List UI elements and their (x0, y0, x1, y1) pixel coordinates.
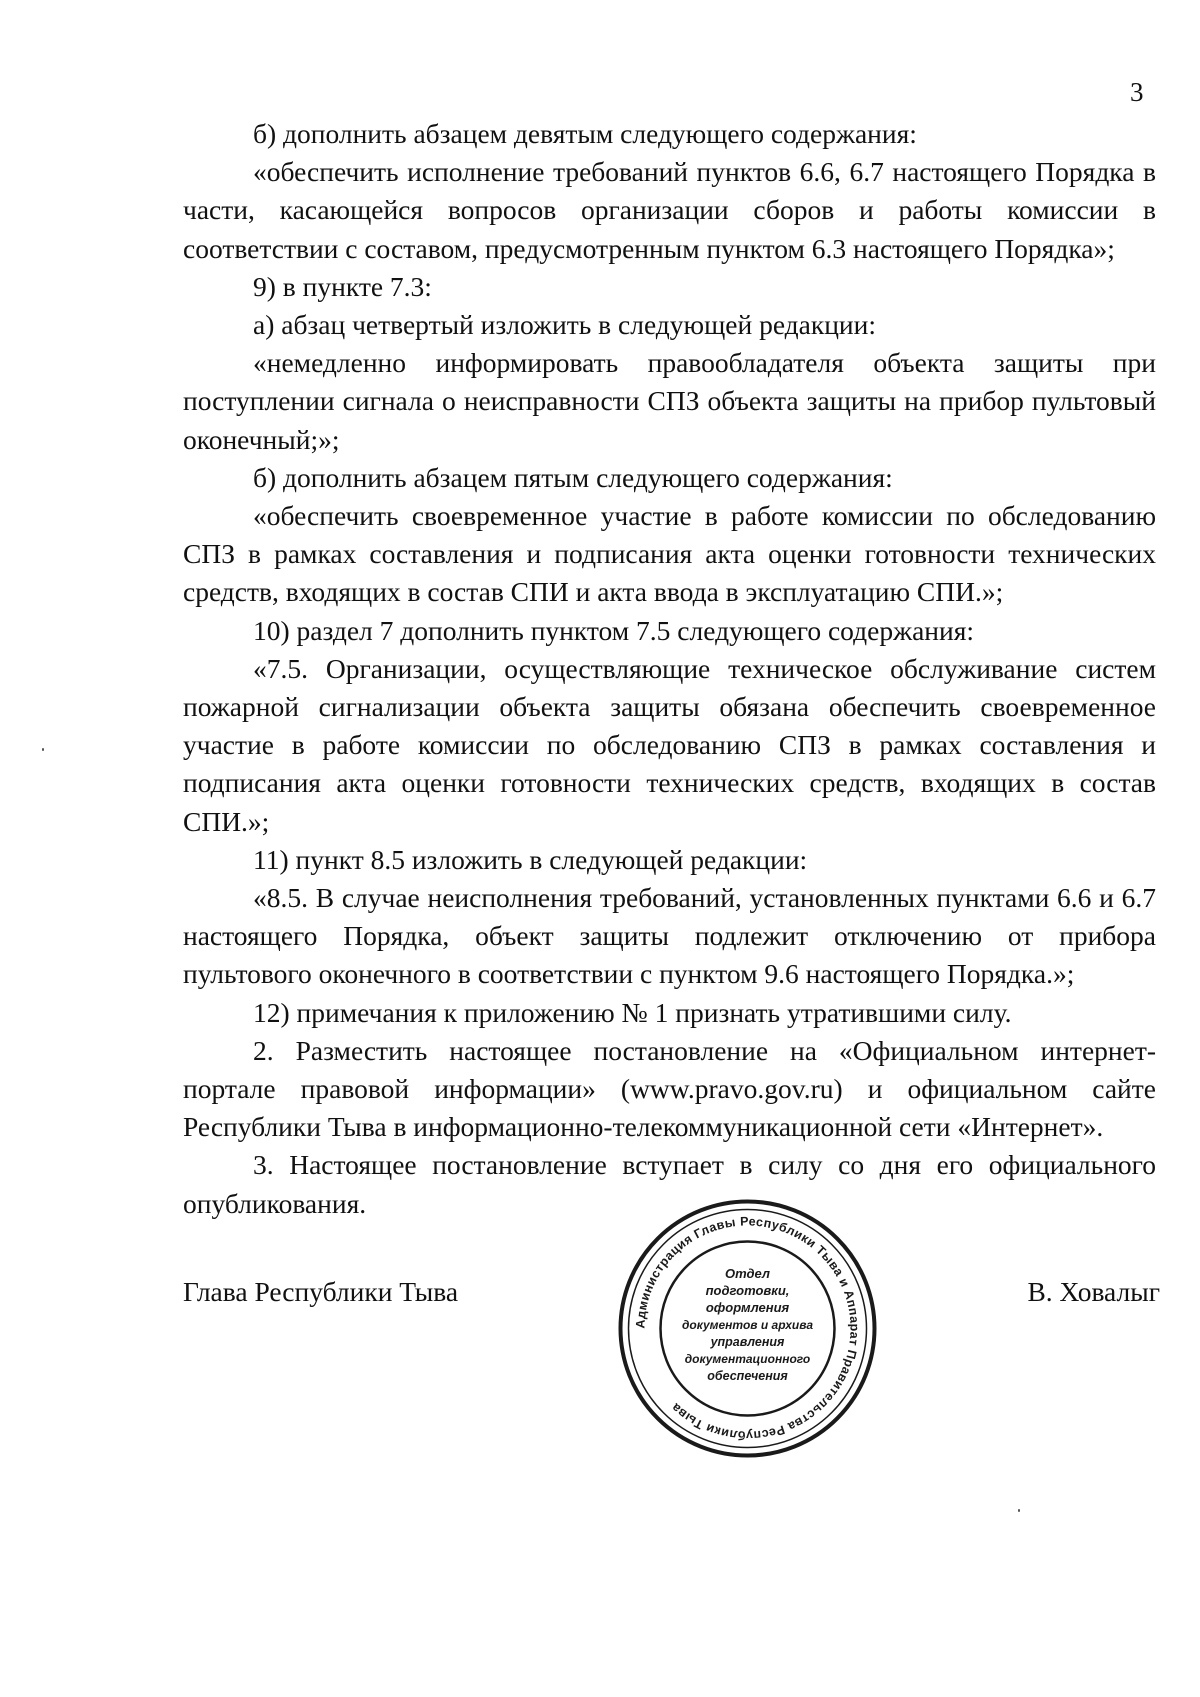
paragraph: 10) раздел 7 дополнить пунктом 7.5 следующего содержания: (253, 614, 975, 646)
seal-center-line: управления (710, 1335, 785, 1349)
signatory-name: В. Ховалыг (1027, 1276, 1160, 1307)
scan-speck (1018, 1509, 1020, 1512)
scan-speck (42, 748, 44, 751)
seal-center-line: документационного (684, 1352, 811, 1366)
paragraph: «обеспечить исполнение требований пунктов 6.6, 6.7 настоящего Порядка в части, касающейся вопросов организации сборов и работы комиссии в соответствии с составом, предусмотренным пунктом 6.3 настоящего Порядка»; (183, 156, 1156, 264)
paragraph: «8.5. В случае неисполнения требований, установленных пунктами 6.6 и 6.7 настоящего Порядка, объект защиты подлежит отключению от прибора пультового оконечного в соответствии с пунктом 9.6 настоящего Порядка.»; (183, 882, 1156, 990)
document-body (183, 115, 1156, 1223)
seal-center-line: документов и архива (681, 1318, 814, 1332)
signatory-title: Глава Республики Тыва (183, 1276, 459, 1307)
paragraph: 12) примечания к приложению № 1 признать утратившими силу. (253, 996, 1012, 1028)
page-number: 3 (1130, 77, 1144, 107)
paragraph: 3. Настоящее постановление вступает в силу со дня его официального опубликования. (183, 1149, 1156, 1219)
seal-center-line: обеспечения (707, 1369, 788, 1383)
paragraph: 2. Разместить настоящее постановление на «Официальном интернет-портале правовой информации» (www.pravo.gov.ru) и официальном сайте Республики Тыва в информационно-телекоммуникационной сети «Интернет». (183, 1034, 1156, 1143)
paragraph: 11) пункт 8.5 изложить в следующей редакции: (253, 843, 808, 875)
paragraph: б) дополнить абзацем девятым следующего содержания: (253, 118, 917, 149)
paragraph: б) дополнить абзацем пятым следующего содержания: (253, 461, 893, 493)
seal-center-line: оформления (705, 1300, 790, 1315)
seal-center-line: Отдел (724, 1266, 771, 1281)
paragraph: «обеспечить своевременное участие в работе комиссии по обследованию СПЗ в рамках составления и подписания акта оценки готовности технических средств, входящих в состав СПИ и акта ввода в эксплуатацию СПИ.»; (183, 500, 1156, 608)
paragraph: а) абзац четвертый изложить в следующей редакции: (253, 309, 877, 341)
official-seal-stamp (616, 1197, 879, 1460)
seal-center-line: подготовки, (705, 1283, 790, 1298)
seal-ring-text: Администрация Главы Республики Тыва и Аппарат Правительства Республики Тыва (633, 1214, 862, 1443)
paragraph: 9) в пункте 7.3: (253, 270, 432, 302)
paragraph: «немедленно информировать правообладателя объекта защиты при поступлении сигнала о неисправности СПЗ объекта защиты на прибор пультовый оконечный;»; (183, 347, 1156, 455)
paragraph: «7.5. Организации, осуществляющие техническое обслуживание систем пожарной сигнализации объекта защиты обязана обеспечить своевременное участие в работе комиссии по обследованию СПЗ в рамках составления и подписания акта оценки готовности технических средств, входящих в состав СПИ.»; (183, 652, 1156, 837)
